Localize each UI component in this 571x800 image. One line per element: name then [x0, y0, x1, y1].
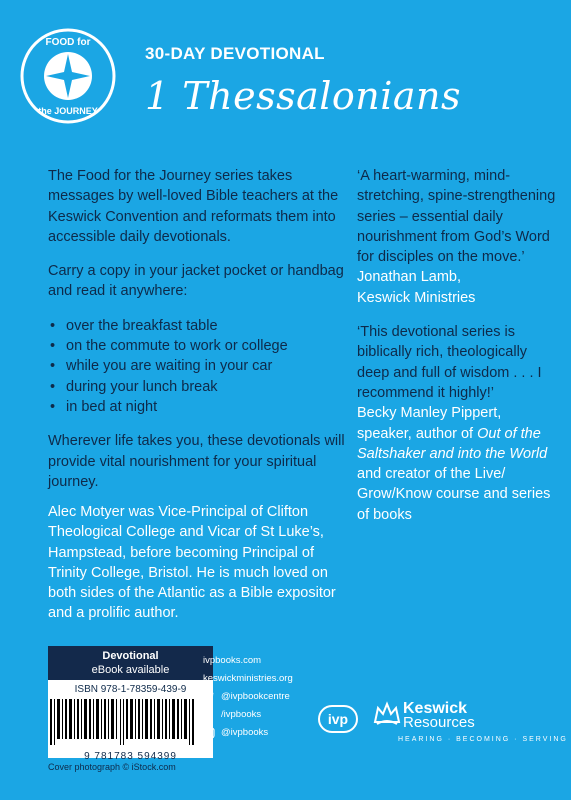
barcode-digits: 9 781783 594399 [84, 751, 177, 762]
facebook-link[interactable]: /ivpbooks [203, 706, 293, 724]
keswick-resources-logo [403, 700, 475, 731]
endorsement [357, 322, 557, 525]
keswick-crown-icon [373, 700, 401, 731]
twitter-link[interactable]: @ivpbookcentre [203, 688, 293, 706]
quote-author-role: speaker, author of Out of the Saltshaker and into the World and creator of the Live/ Grow/Know course and series of books [357, 425, 551, 523]
website-link[interactable]: keswickministries.org [203, 673, 293, 684]
logo-text-bottom: the JOURNEY [38, 106, 98, 116]
book-title-reference: Out of the Saltshaker and into the World [357, 425, 548, 462]
list-item: • in bed at night [48, 397, 348, 417]
list-item: • while you are waiting in your car [48, 356, 348, 376]
endorsement [357, 166, 557, 308]
barcode-icon [48, 699, 198, 745]
list-item: • during your lunch break [48, 377, 348, 397]
category-label [48, 646, 213, 680]
keswick-tagline: HEARING · BECOMING · SERVING [398, 736, 568, 743]
blurb-paragraph: Wherever life takes you, these devotionals will provide vital nourishment for your spiritual journey. [48, 433, 345, 490]
ebook-note: eBook available [91, 664, 170, 676]
list-item: • on the commute to work or college [48, 336, 348, 356]
ivp-logo: ivp [318, 705, 358, 733]
keswick-name: Keswick [403, 700, 468, 717]
quote-author: Jonathan Lamb, [357, 269, 461, 286]
blurb-paragraph: The Food for the Journey series takes messages by well-loved Bible teachers at the Keswick Convention and reformats them into accessible daily devotionals. [48, 168, 339, 245]
instagram-icon [203, 727, 215, 739]
book-title: 1 Thessalonians [145, 74, 462, 118]
instagram-link[interactable]: @ivpbooks [203, 724, 293, 742]
quote-author-role: Keswick Ministries [357, 289, 476, 306]
facebook-icon [203, 709, 215, 721]
quote-author: Becky Manley Pippert, [357, 405, 502, 422]
category: Devotional [102, 650, 159, 662]
list-item: • over the breakfast table [48, 316, 348, 336]
website-link[interactable]: ivpbooks.com [203, 655, 262, 666]
logo-text-top: FOOD for [45, 37, 91, 48]
quote-text: ‘A heart-warming, mind-stretching, spine-strengthening series – essential daily nourishment from God’s Word for disciples on the move.’ [357, 168, 556, 266]
food-for-the-journey-logo [20, 28, 116, 124]
author-bio: Alec Motyer was Vice-Principal of Clifton Theological College and Vicar of St Luke’s, Hampstead, before becoming Principal of Trinity College, Bristol. He is much loved on both sides of the Atlantic as a Bible expositor and a prolific author. [48, 504, 336, 622]
contact-links [203, 652, 293, 742]
endorsements [357, 166, 557, 539]
series-blurb [48, 166, 348, 506]
series-tag: 30-DAY DEVOTIONAL [145, 44, 325, 63]
blurb-paragraph: Carry a copy in your jacket pocket or handbag and read it anywhere: [48, 263, 344, 300]
quote-text: ‘This devotional series is biblically rich, theologically deep and full of wisdom . . . I recommend it highly!’ [357, 324, 542, 401]
isbn: ISBN 978-1-78359-439-9 [74, 684, 187, 695]
twitter-icon [203, 691, 215, 703]
photo-credit: Cover photograph © iStock.com [48, 762, 176, 772]
barcode-panel [48, 646, 213, 762]
keswick-subtitle: Resources [403, 714, 475, 731]
bullet-list [48, 316, 348, 417]
